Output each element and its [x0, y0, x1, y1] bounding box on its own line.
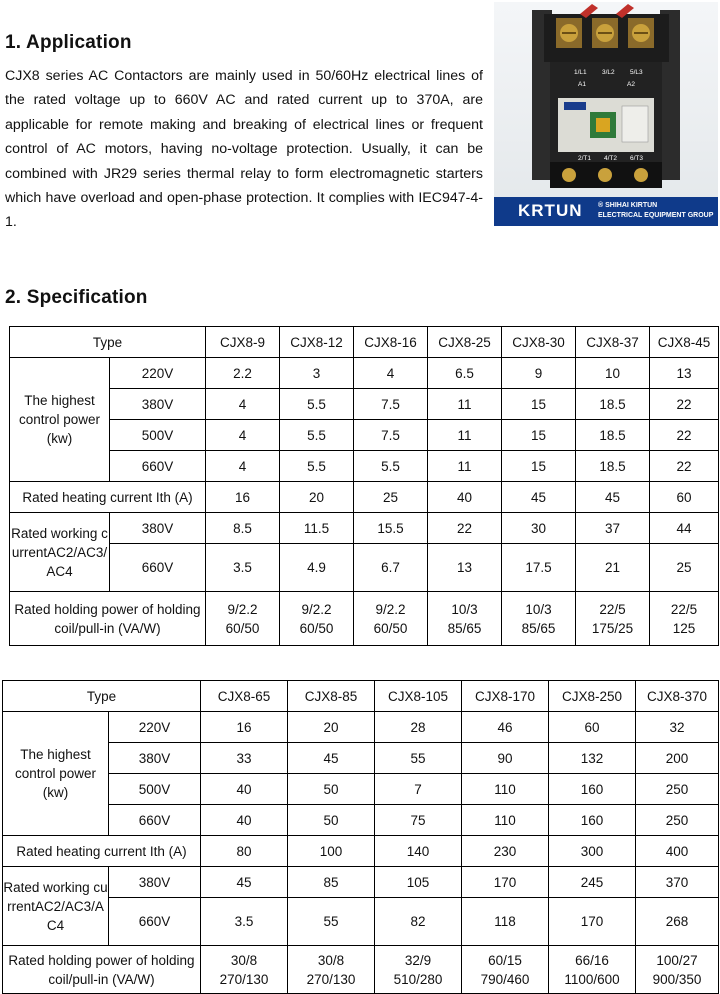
table-cell: 17.5 [502, 544, 576, 592]
voltage-label: 660V [109, 805, 201, 836]
table-cell: 11 [428, 389, 502, 420]
table-cell: 7.5 [354, 389, 428, 420]
pullin-value: 60/50 [373, 620, 408, 636]
table-cell: 268 [636, 898, 719, 946]
voltage-label: 220V [110, 358, 206, 389]
table-cell: 370 [636, 867, 719, 898]
table-cell: 45 [201, 867, 288, 898]
terminal-label: 5/L3 [630, 69, 643, 76]
table-row [10, 451, 719, 482]
type-header: Type [10, 327, 206, 358]
table-cell: 11 [428, 420, 502, 451]
table-cell: 140 [375, 836, 462, 867]
pullin-value: 175/25 [591, 620, 634, 636]
table-cell: 33 [201, 743, 288, 774]
holding-value: 10/3 [525, 601, 552, 617]
table-cell: 45 [288, 743, 375, 774]
holding-value: 100/27 [656, 952, 698, 968]
product-photo [494, 2, 718, 226]
type-header: Type [3, 681, 201, 712]
table-cell: 18.5 [576, 389, 650, 420]
table-cell: 4 [206, 420, 280, 451]
table-cell: 132 [549, 743, 636, 774]
application-paragraph: CJX8 series AC Contactors are mainly used in 50/60Hz electrical lines of the rated voltage up to 660V AC and rated current up to 370A, are applicable for remote making and breaking of electrical lines or frequent control of AC motors, having no-voltage protection. Usually, it can be combined with JR29 series thermal relay to form electromagnetic starters which have overload and open-phase protection. It complies with IEC947-4-1. [5, 68, 483, 231]
table-cell: 4.9 [280, 544, 354, 592]
table-cell: 18.5 [576, 420, 650, 451]
table-cell: 22 [650, 420, 719, 451]
table-row [10, 389, 719, 420]
table-row [10, 327, 719, 358]
table-cell: 250 [636, 805, 719, 836]
table-row [3, 836, 719, 867]
spec-table-2 [2, 680, 719, 994]
table-cell: 37 [576, 513, 650, 544]
spec-table-1 [9, 326, 719, 646]
table-row [3, 743, 719, 774]
table-cell: 100 [288, 836, 375, 867]
table-cell: 15.5 [354, 513, 428, 544]
working-current-label: Rated working currentAC2/AC3/AC4 [3, 867, 109, 946]
model-header: CJX8-105 [375, 681, 462, 712]
table-cell: 5.5 [280, 389, 354, 420]
brand-logo: KRTUN [518, 201, 583, 220]
table-cell: 21 [576, 544, 650, 592]
table-cell: 3.5 [206, 544, 280, 592]
holding-value: 32/9 [404, 952, 432, 968]
table-cell: 40 [201, 774, 288, 805]
specification-heading: 2. Specification [5, 287, 148, 308]
table-cell: 118 [462, 898, 549, 946]
table-cell: 11.5 [280, 513, 354, 544]
table-cell: 16 [206, 482, 280, 513]
holding-value: 9/2.2 [375, 601, 406, 617]
contactor-image [494, 2, 718, 197]
model-header: CJX8-85 [288, 681, 375, 712]
pullin-value: 125 [672, 620, 696, 636]
holding-value: 66/16 [575, 952, 609, 968]
table-cell: 11 [428, 451, 502, 482]
table-cell: 75 [375, 805, 462, 836]
table-cell: 22 [428, 513, 502, 544]
terminal-label: 3/L2 [602, 69, 615, 76]
model-header: CJX8-45 [650, 327, 719, 358]
holding-value: 22/5 [670, 601, 698, 617]
table-cell: 82 [375, 898, 462, 946]
table-row [3, 681, 719, 712]
table-cell: 6.5 [428, 358, 502, 389]
table-cell: 4 [354, 358, 428, 389]
model-header: CJX8-25 [428, 327, 502, 358]
holding-value: 30/8 [317, 952, 345, 968]
company-line: ELECTRICAL EQUIPMENT GROUP [598, 212, 714, 219]
table-cell: 5.5 [354, 451, 428, 482]
table-cell: 4 [206, 451, 280, 482]
heating-current-label: Rated heating current Ith (A) [3, 836, 201, 867]
table-cell: 20 [280, 482, 354, 513]
holding-value: 9/2.2 [301, 601, 332, 617]
table-cell: 13 [650, 358, 719, 389]
pullin-value: 60/50 [225, 620, 260, 636]
terminal-label: 6/T3 [630, 155, 644, 162]
voltage-label: 380V [109, 867, 201, 898]
table-cell: 7.5 [354, 420, 428, 451]
table-cell: 50 [288, 774, 375, 805]
table-cell: 170 [549, 898, 636, 946]
table-cell: 5.5 [280, 451, 354, 482]
terminal-label: 1/L1 [574, 69, 587, 76]
model-header: CJX8-65 [201, 681, 288, 712]
table-cell: 40 [201, 805, 288, 836]
table-cell: 25 [650, 544, 719, 592]
table-cell [354, 592, 428, 646]
table-cell [288, 946, 375, 994]
table-cell: 40 [428, 482, 502, 513]
highest-power-label: The highest control power (kw) [10, 358, 110, 482]
heating-current-label: Rated heating current Ith (A) [10, 482, 206, 513]
voltage-label: 660V [110, 451, 206, 482]
table-cell: 22 [650, 451, 719, 482]
pullin-value: 85/65 [447, 620, 482, 636]
model-header: CJX8-9 [206, 327, 280, 358]
table-cell: 3 [280, 358, 354, 389]
pullin-value: 510/280 [393, 971, 443, 987]
table-cell: 6.7 [354, 544, 428, 592]
pullin-value: 1100/600 [564, 971, 620, 987]
table-cell: 32 [636, 712, 719, 743]
table-cell: 44 [650, 513, 719, 544]
table-cell: 25 [354, 482, 428, 513]
table-row [3, 946, 719, 994]
voltage-label: 500V [109, 774, 201, 805]
table-cell: 46 [462, 712, 549, 743]
table-row [10, 420, 719, 451]
model-header: CJX8-30 [502, 327, 576, 358]
table-row [3, 898, 719, 946]
table-cell: 15 [502, 451, 576, 482]
table-cell: 105 [375, 867, 462, 898]
voltage-label: 500V [110, 420, 206, 451]
company-name [598, 201, 713, 221]
table-cell [428, 592, 502, 646]
model-header: CJX8-370 [636, 681, 719, 712]
voltage-label: 660V [110, 544, 206, 592]
table-cell: 18.5 [576, 451, 650, 482]
terminal-label: 2/T1 [578, 155, 592, 162]
table-cell: 80 [201, 836, 288, 867]
table-cell [549, 946, 636, 994]
model-header: CJX8-16 [354, 327, 428, 358]
table-cell: 110 [462, 774, 549, 805]
table-cell: 300 [549, 836, 636, 867]
table-cell: 13 [428, 544, 502, 592]
table-cell: 28 [375, 712, 462, 743]
terminal-label: A1 [578, 81, 586, 88]
holding-power-label: Rated holding power of holding coil/pull-in (VA/W) [10, 592, 206, 646]
table-row [3, 867, 719, 898]
pullin-value: 270/130 [219, 971, 269, 987]
table-cell: 160 [549, 805, 636, 836]
table-cell: 90 [462, 743, 549, 774]
table-cell: 16 [201, 712, 288, 743]
working-current-label: Rated working currentAC2/AC3/AC4 [10, 513, 110, 592]
table-cell: 60 [650, 482, 719, 513]
model-header: CJX8-12 [280, 327, 354, 358]
table-cell: 50 [288, 805, 375, 836]
table-row [3, 774, 719, 805]
table-cell: 5.5 [280, 420, 354, 451]
table-row [10, 544, 719, 592]
table-cell: 22 [650, 389, 719, 420]
company-line: ® SHIHAI KIRTUN [598, 202, 658, 209]
holding-value: 30/8 [230, 952, 258, 968]
table-cell: 3.5 [201, 898, 288, 946]
table-cell: 110 [462, 805, 549, 836]
table-cell: 45 [576, 482, 650, 513]
table-cell [375, 946, 462, 994]
voltage-label: 220V [109, 712, 201, 743]
pullin-value: 60/50 [299, 620, 334, 636]
model-header: CJX8-170 [462, 681, 549, 712]
table-cell: 30 [502, 513, 576, 544]
table-row [10, 592, 719, 646]
table-cell: 400 [636, 836, 719, 867]
pullin-value: 790/460 [480, 971, 530, 987]
table-cell: 7 [375, 774, 462, 805]
terminal-label: 4/T2 [604, 155, 618, 162]
pullin-value: 900/350 [652, 971, 702, 987]
table-cell: 15 [502, 389, 576, 420]
brand-banner [494, 197, 718, 226]
table-row [3, 805, 719, 836]
holding-value: 22/5 [599, 601, 626, 617]
table-cell: 230 [462, 836, 549, 867]
table-cell [280, 592, 354, 646]
table-cell: 10 [576, 358, 650, 389]
voltage-label: 380V [110, 389, 206, 420]
table-cell [636, 946, 719, 994]
table-cell [462, 946, 549, 994]
table-cell [201, 946, 288, 994]
table-cell: 60 [549, 712, 636, 743]
table-cell: 55 [375, 743, 462, 774]
holding-value: 60/15 [488, 952, 522, 968]
table-row [3, 712, 719, 743]
voltage-label: 380V [110, 513, 206, 544]
terminal-label: A2 [627, 81, 635, 88]
table-cell: 245 [549, 867, 636, 898]
highest-power-label: The highest control power (kw) [3, 712, 109, 836]
table-row [10, 358, 719, 389]
table-cell: 170 [462, 867, 549, 898]
table-cell [502, 592, 576, 646]
voltage-label: 660V [109, 898, 201, 946]
table-cell: 200 [636, 743, 719, 774]
table-row [10, 513, 719, 544]
table-cell: 250 [636, 774, 719, 805]
table-cell: 15 [502, 420, 576, 451]
table-cell [206, 592, 280, 646]
pullin-value: 85/65 [521, 620, 556, 636]
application-heading: 1. Application [5, 32, 132, 53]
holding-power-label: Rated holding power of holding coil/pull-in (VA/W) [3, 946, 201, 994]
model-header: CJX8-250 [549, 681, 636, 712]
table-cell: 8.5 [206, 513, 280, 544]
table-cell [650, 592, 719, 646]
holding-value: 10/3 [451, 601, 478, 617]
holding-value: 9/2.2 [227, 601, 258, 617]
pullin-value: 270/130 [306, 971, 356, 987]
voltage-label: 380V [109, 743, 201, 774]
table-cell: 2.2 [206, 358, 280, 389]
model-header: CJX8-37 [576, 327, 650, 358]
table-row [10, 482, 719, 513]
table-cell: 160 [549, 774, 636, 805]
table-cell: 9 [502, 358, 576, 389]
table-cell: 4 [206, 389, 280, 420]
table-cell: 45 [502, 482, 576, 513]
table-cell: 20 [288, 712, 375, 743]
table-cell [576, 592, 650, 646]
table-cell: 55 [288, 898, 375, 946]
table-cell: 85 [288, 867, 375, 898]
